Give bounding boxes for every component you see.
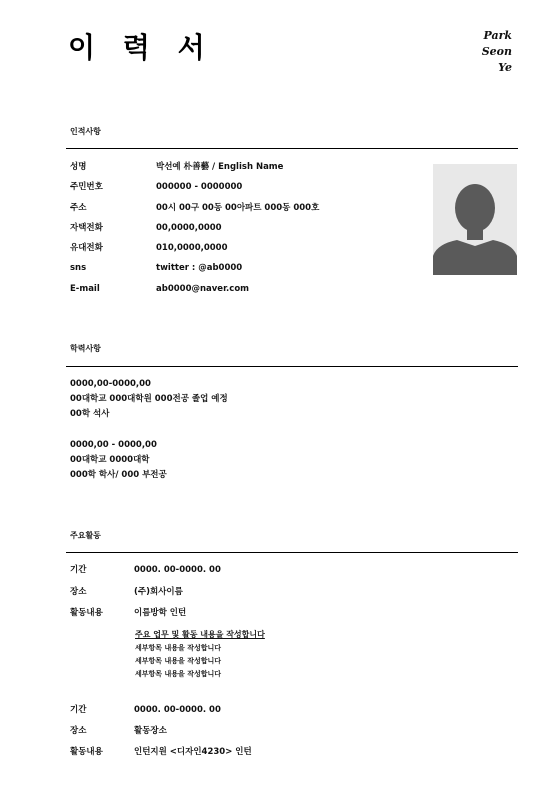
activity1-task-list <box>135 642 221 681</box>
task-item: 세부항목 내용을 작성합니다 <box>135 657 222 665</box>
education-school: 00대학교 000대학원 000전공 졸업 예정 <box>70 394 228 404</box>
row-value: 000000 - 0000000 <box>156 182 243 192</box>
activity1-content-row <box>70 607 186 619</box>
personal-row-home-phone <box>70 222 222 234</box>
row-value: 010,0000,0000 <box>156 243 228 253</box>
activity1-place-row <box>70 586 183 598</box>
education-period: 0000,00-0000,00 <box>70 379 151 389</box>
activity-label: 활동내용 <box>70 747 103 757</box>
task-item: 세부항목 내용을 작성합니다 <box>135 644 222 652</box>
task-item: 세부항목 내용을 작성합니다 <box>135 670 222 678</box>
row-value: 00시 00구 00동 00아파트 000동 000호 <box>156 203 320 213</box>
row-label: 주소 <box>70 203 87 213</box>
education-school: 00대학교 0000대학 <box>70 455 150 465</box>
activity-value: 이름방학 인턴 <box>134 608 187 618</box>
activity-label: 장소 <box>70 726 87 736</box>
personal-divider <box>66 148 518 149</box>
name-line-2: Seon <box>481 45 512 58</box>
activity2-content-row <box>70 746 252 758</box>
personal-heading: 인적사항 <box>70 127 101 136</box>
personal-row-email <box>70 283 249 295</box>
row-value[interactable]: ab0000@naver.com <box>156 284 250 294</box>
education-divider <box>66 366 518 367</box>
activity-label: 장소 <box>70 587 87 597</box>
row-label: 주민번호 <box>70 182 103 192</box>
row-label: E-mail <box>70 284 100 294</box>
activities-divider <box>66 552 518 553</box>
activity-value: (주)회사이름 <box>134 587 183 597</box>
name-line-1: Park <box>483 29 512 42</box>
activity1-period-row <box>70 564 221 576</box>
activity2-period-row <box>70 704 221 716</box>
activities-heading: 주요활동 <box>70 531 101 540</box>
education-period: 0000,00 - 0000,00 <box>70 440 157 450</box>
profile-photo <box>433 164 517 275</box>
row-value: twitter : @ab0000 <box>156 263 243 273</box>
row-value: 박선예 朴善藝 / English Name <box>156 162 284 172</box>
activity-value: 활동장소 <box>134 726 167 736</box>
personal-row-sns <box>70 262 242 274</box>
row-label: 자택전화 <box>70 223 103 233</box>
education-degree: 000학 학사/ 000 부전공 <box>70 470 167 480</box>
row-label: sns <box>70 263 87 273</box>
row-label: 유대전화 <box>70 243 103 253</box>
resume-title: 이 력 서 <box>68 31 214 64</box>
activity-label: 활동내용 <box>70 608 103 618</box>
activity-value: 0000. 00-0000. 00 <box>134 705 221 715</box>
personal-row-name <box>70 161 283 173</box>
education-block-2 <box>70 438 167 483</box>
personal-row-address <box>70 202 319 214</box>
activity-value: 0000. 00-0000. 00 <box>134 565 221 575</box>
name-line-3: Ye <box>498 61 512 74</box>
activity1-tasks-heading: 주요 업무 및 활동 내용을 작성합니다 <box>135 630 265 639</box>
activity-value: 인턴지원 <디자인4230> 인턴 <box>134 747 252 757</box>
person-silhouette-icon <box>433 164 517 275</box>
row-label: 성명 <box>70 162 87 172</box>
activity2-place-row <box>70 725 167 737</box>
education-degree: 00학 석사 <box>70 409 110 419</box>
activity-label: 기간 <box>70 705 87 715</box>
personal-row-mobile <box>70 242 228 254</box>
row-value: 00,0000,0000 <box>156 223 222 233</box>
name-stack <box>482 28 512 76</box>
education-block-1 <box>70 377 228 422</box>
education-heading: 학력사항 <box>70 344 101 353</box>
personal-row-id <box>70 181 242 193</box>
activity-label: 기간 <box>70 565 87 575</box>
